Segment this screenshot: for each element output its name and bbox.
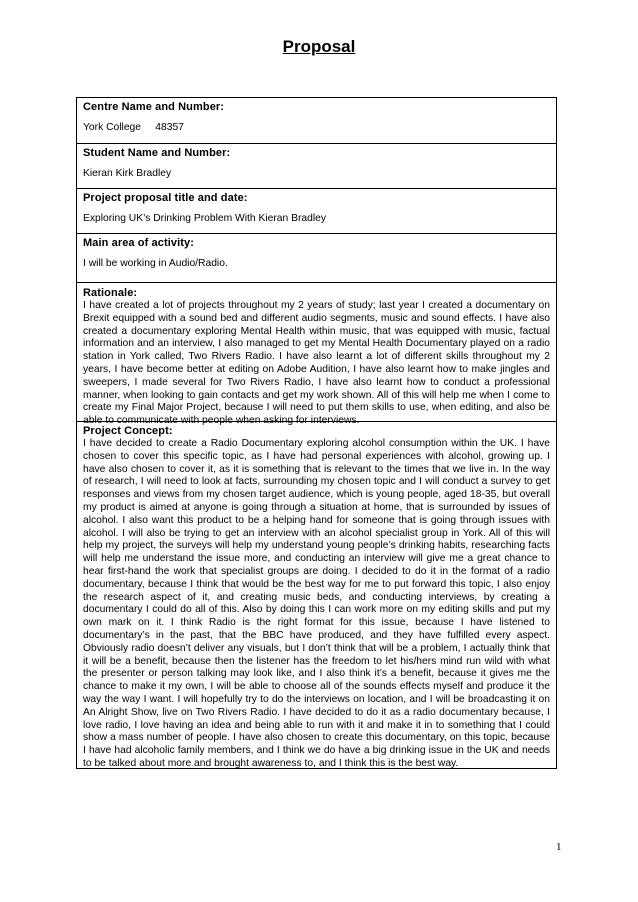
page-number: 1 — [556, 841, 562, 853]
rationale-text: I have created a lot of projects throughout my 2 years of study; last year I created a documentary on Brexit equipped with a sound bed and different audio segments, music and sound effects. I have also created a documentary exploring Mental Health within music, that was equipped with music, factual information and an interview, I also managed to get my Mental Health Documentary played on a radio station in York called, Two Rivers Radio. I have also learnt a lot of different skills throughout my 2 years, I have become better at editing on Adobe Audition, I have also learnt how to make jingles and sweepers, I made several for Two Rivers Radio, I have also learnt how to conduct a professional manner, when looking to gain contacts and get my work shown. All of this will help me when I come to create my Final Major Project, because I will need to put them skills to use, when editing, and also be able to communicate with people when asking for interviews. — [83, 300, 550, 427]
student-label: Student Name and Number: — [83, 147, 231, 159]
proposal-title-label: Project proposal title and date: — [83, 192, 248, 204]
proposal-title-value: Exploring UK’s Drinking Problem With Kieran Bradley — [83, 213, 327, 224]
concept-section — [77, 422, 556, 768]
centre-label: Centre Name and Number: — [83, 101, 225, 113]
concept-label: Project Concept: — [83, 425, 173, 437]
activity-section — [77, 234, 556, 283]
concept-text: I have decided to create a Radio Documentary exploring alcohol consumption within the UK. I have chosen to cover this specific topic, as I have had personal experiences with alcohol, growing up. I have also chosen to cover it, as it is something that is relevant to the times that we live in. In the way of research, I will need to look at facts, surrounding my chosen topic and I will conduct a survey to get responses and views from my chosen target audience, which is young people, aged 18-35, but overall my product is aimed at anyone is going through a situation at home, that is surrounded by issues of alcohol. I also want this product to be a helping hand for someone that is going through issues with alcohol. I will also be trying to get an interview with an alcohol specialist group in York. All of this will help my project, the surveys will help my understand young people’s drinking habits, researching facts will help me understand the issue more, and conducting an interview will give me a great chance to hear first-hand the work that specialist groups are doing. I decided to do it in the format of a radio documentary, because I think that would be the best way for me to put forward this topic, I also enjoy the research aspect of it, and creating music beds, and conducting interviews, by creating a documentary I could do all of this. Also by doing this I can work more on my editing skills and put my own mark on it. I think Radio is the right format for this issue, because I have listened to documentary’s in the past, that the BBC have produced, and they have fulfilled every aspect. Obviously radio doesn’t deliver any visuals, but I don’t think that will be a problem, I actually think that it will be a benefit, because then the listener has the freedom to let his/hers mind run wild with what the presenter or person talking may look like, and I also think it’s a benefit, because it gives me the chance to make it my own, I will be able to choose all of the sounds effects myself and produce it the way the way I want. I will hopefully try to do the interviews on location, and I will be broadcasting it on An Alright Show, live on Two Rivers Radio. I have decided to do it as a radio documentary because, I love radio, I love having an idea and being able to run with it and make it in to something that I could show a mass number of people. I have also chosen to create this documentary, on this topic, because I have had alcoholic family members, and I think we do have a big drinking issue in the UK and needs to be talked about more and brought awareness to, and I think this is the best way. — [83, 438, 550, 769]
activity-value: I will be working in Audio/Radio. — [83, 258, 228, 269]
proposal-form — [76, 97, 557, 769]
rationale-section — [77, 283, 556, 427]
activity-label: Main area of activity: — [83, 237, 195, 249]
centre-section — [77, 98, 556, 144]
page-title: Proposal — [282, 37, 356, 56]
student-value: Kieran Kirk Bradley — [83, 168, 172, 179]
student-section — [77, 144, 556, 189]
rationale-label: Rationale: — [83, 287, 138, 299]
title-section — [77, 189, 556, 234]
centre-value: York College 48357 — [83, 122, 184, 133]
